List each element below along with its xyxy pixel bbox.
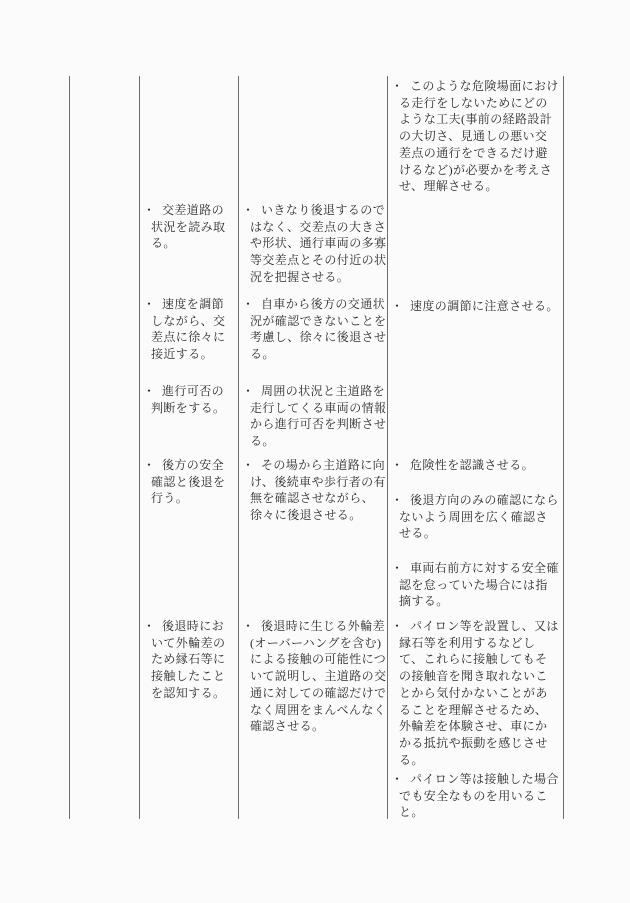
list-item-text: 速度の調節に注意させる。: [410, 299, 559, 313]
bullet-icon: ・: [242, 458, 255, 472]
list-item-instruction-3: [239, 383, 387, 450]
bullet-icon: ・: [242, 384, 255, 398]
list-item-text: 自車から後方の交通状況が確認できないことを考慮し、徐々に後退させる。: [250, 297, 387, 362]
list-item-text: いきなり後退するのではなく、交差点の大きさや形状、通行車両の多寡等交差点とその付近の状況を把握させる。: [250, 203, 387, 284]
bullet-icon: ・: [391, 79, 404, 93]
table-rule-2: [139, 76, 140, 819]
list-item-text: パイロン等は接触した場合でも安全なものを用いること。: [399, 772, 559, 820]
list-item-text: 周囲の状況と主道路を走行してくる車両の情報から進行可否を判断させる。: [250, 384, 387, 449]
list-item-note-3: [388, 457, 562, 474]
list-item-text: 交差道路の状況を読み取る。: [151, 203, 226, 251]
list-item-text: 危険性を認識させる。: [410, 458, 535, 472]
list-item-activity-4: [140, 457, 237, 507]
bullet-icon: ・: [391, 619, 404, 633]
list-item-activity-1: [140, 202, 237, 252]
list-item-activity-2: [140, 296, 237, 363]
list-item-text: その場から主道路に向け、後続車や歩行者の有無を確認させながら、徐々に後退させる。: [250, 458, 386, 523]
list-item-text: このような危険場面における走行をしないためにどのような工夫(事前の経路設計の大切さ、見通しの悪い交差点の通行をできるだけ避けるなど)が必要かを考えさせ、理解させる。: [399, 79, 559, 194]
list-item-activity-5: [140, 618, 237, 702]
list-item-text: パイロン等を設置し、又は縁石等を利用するなどして、これらに接触してもその接触音を聞き取れないことから気付かないことがあることを理解させるため、外輪差を体験させ、車にかかる抵抗や振動を感じさせる。: [399, 619, 559, 767]
bullet-icon: ・: [391, 299, 404, 313]
list-item-text: 車両右前方に対する安全確認を怠っていた場合には指摘する。: [399, 561, 559, 609]
list-item-text: 進行可否の判断をする。: [151, 384, 226, 415]
list-item-note-5: [388, 560, 562, 610]
bullet-icon: ・: [143, 203, 156, 217]
bullet-icon: ・: [143, 458, 156, 472]
bullet-icon: ・: [242, 297, 255, 311]
list-item-text: 後退時において外輪差のため縁石等に接触したことを認知する。: [151, 619, 226, 700]
list-item-instruction-2: [239, 296, 387, 363]
bullet-icon: ・: [143, 297, 156, 311]
list-item-text: 後退時に生じる外輪差(オーバーハングを含む)による接触の可能性について説明し、主道路の交通に対しての確認だけでなく周囲をまんべんなく確認させる。: [250, 619, 387, 734]
list-item-note-1: [388, 78, 562, 195]
bullet-icon: ・: [242, 203, 255, 217]
list-item-note-6: [388, 618, 562, 768]
list-item-note-7: [388, 771, 562, 821]
list-item-instruction-1: [239, 202, 387, 286]
bullet-icon: ・: [391, 493, 404, 507]
table-rule-5: [563, 76, 564, 819]
list-item-text: 速度を調節しながら、交差点に徐々に接近する。: [151, 297, 226, 362]
list-item-instruction-4: [239, 457, 387, 524]
list-item-text: 後方の安全確認と後退を行う。: [151, 458, 226, 506]
table-rule-1: [69, 76, 70, 819]
list-item-instruction-5: [239, 618, 387, 735]
bullet-icon: ・: [391, 561, 404, 575]
bullet-icon: ・: [242, 619, 255, 633]
list-item-text: 後退方向のみの確認にならないよう周囲を広く確認させる。: [399, 493, 559, 541]
list-item-note-2: [388, 298, 562, 315]
bullet-icon: ・: [143, 619, 156, 633]
bullet-icon: ・: [143, 384, 156, 398]
bullet-icon: ・: [391, 458, 404, 472]
list-item-activity-3: [140, 383, 237, 416]
list-item-note-4: [388, 492, 562, 542]
bullet-icon: ・: [391, 772, 404, 786]
